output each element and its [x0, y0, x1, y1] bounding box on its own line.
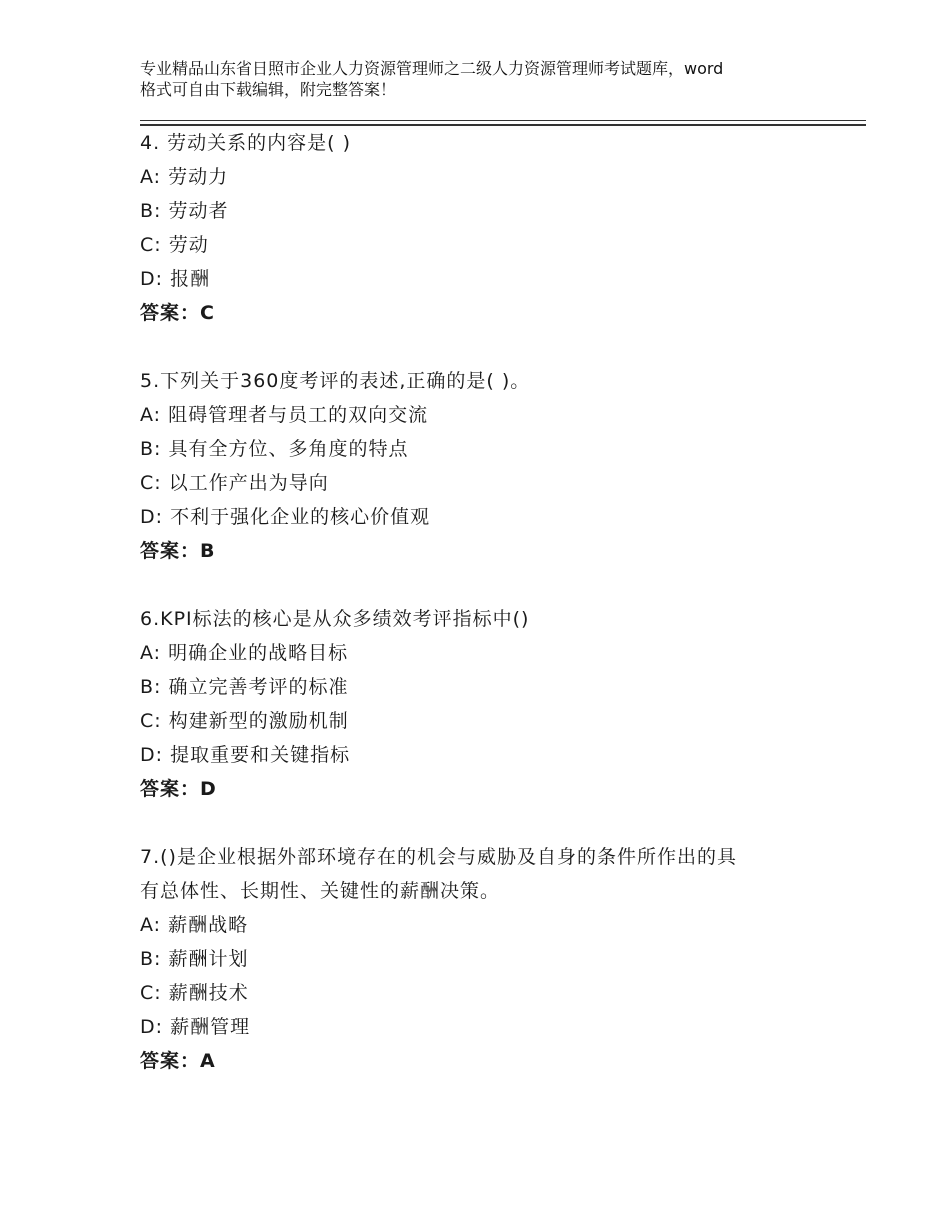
question-stem-line-2: 有总体性、长期性、关键性的薪酬决策。 [140, 880, 501, 902]
option-b: B: 薪酬计划 [140, 948, 249, 970]
option-c: C: 构建新型的激励机制 [140, 710, 349, 732]
question-stem-line-1: 7.()是企业根据外部环境存在的机会与威胁及自身的条件所作出的具 [140, 846, 737, 868]
header-divider-thin [140, 120, 866, 121]
answer-label: 答案：D [140, 778, 217, 800]
option-a: A: 劳动力 [140, 166, 229, 188]
question-4 [140, 126, 840, 330]
question-6 [140, 602, 840, 806]
question-stem: 5.下列关于360度考评的表述,正确的是( )。 [140, 370, 531, 392]
option-c: C: 劳动 [140, 234, 209, 256]
question-7 [140, 840, 840, 1078]
question-5 [140, 364, 840, 568]
option-a: A: 薪酬战略 [140, 914, 249, 936]
answer-label: 答案：C [140, 302, 215, 324]
option-d: D: 薪酬管理 [140, 1016, 251, 1038]
document-header [140, 58, 840, 100]
question-stem: 4. 劳动关系的内容是( ) [140, 132, 352, 154]
answer-label: 答案：B [140, 540, 216, 562]
option-d: D: 报酬 [140, 268, 211, 290]
option-b: B: 劳动者 [140, 200, 229, 222]
option-d: D: 提取重要和关键指标 [140, 744, 351, 766]
header-line-1: 专业精品山东省日照市企业人力资源管理师之二级人力资源管理师考试题库，word [140, 59, 724, 78]
question-stem: 6.KPI标法的核心是从众多绩效考评指标中() [140, 608, 530, 630]
header-line-2: 格式可自由下载编辑，附完整答案！ [140, 80, 397, 99]
option-b: B: 具有全方位、多角度的特点 [140, 438, 409, 460]
option-d: D: 不利于强化企业的核心价值观 [140, 506, 431, 528]
option-c: C: 以工作产出为导向 [140, 472, 329, 494]
option-a: A: 阻碍管理者与员工的双向交流 [140, 404, 429, 426]
option-b: B: 确立完善考评的标准 [140, 676, 349, 698]
option-a: A: 明确企业的战略目标 [140, 642, 349, 664]
answer-label: 答案：A [140, 1050, 216, 1072]
question-list [140, 126, 840, 1112]
option-c: C: 薪酬技术 [140, 982, 249, 1004]
